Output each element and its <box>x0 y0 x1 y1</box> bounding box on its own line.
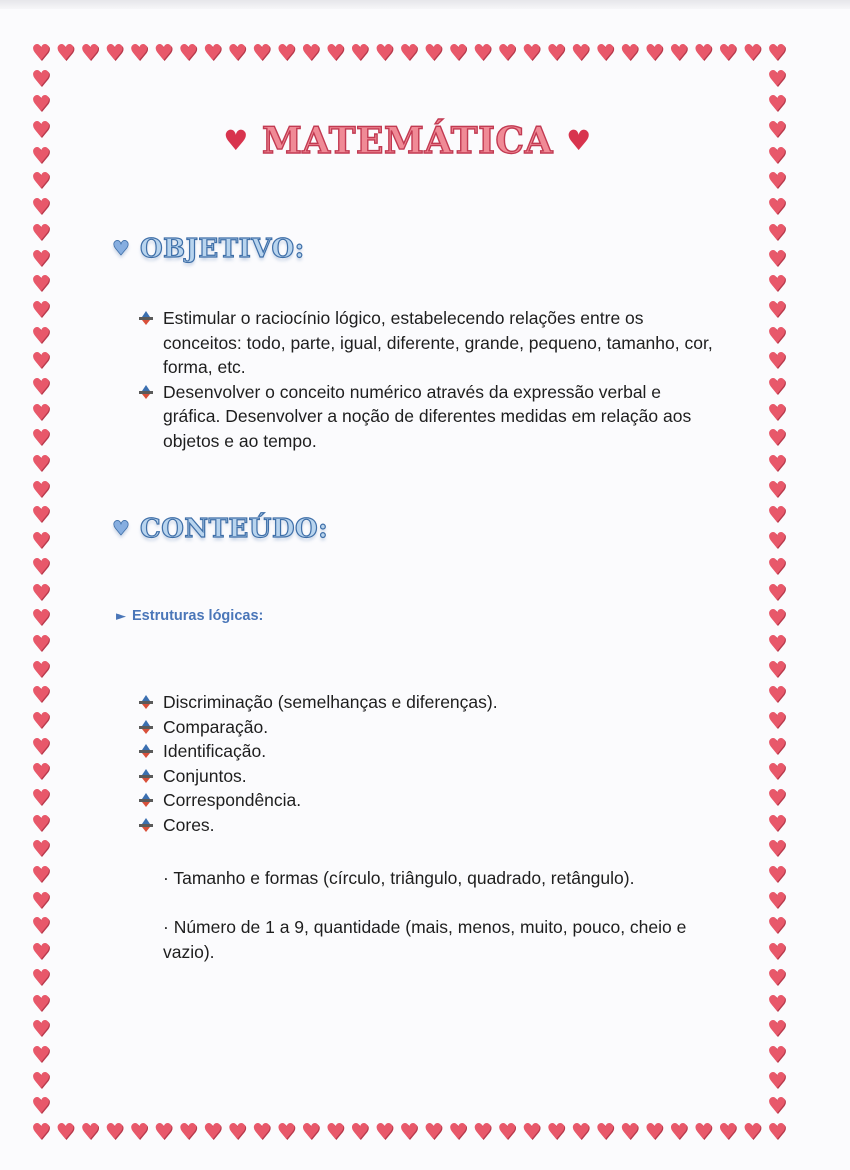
heart-icon: ♥ <box>767 991 787 1017</box>
heart-icon: ♥ <box>31 657 51 683</box>
heart-icon: ♥ <box>767 1017 787 1043</box>
heart-icon: ♥ <box>619 41 640 66</box>
heart-icon: ♥ <box>31 400 51 426</box>
subheading-estruturas <box>116 608 263 624</box>
heart-icon: ♥ <box>693 1120 714 1145</box>
heart-icon: ♥ <box>767 143 787 169</box>
heart-icon: ♥ <box>767 169 787 195</box>
list-item <box>138 788 698 813</box>
heart-icon: ♥ <box>448 41 468 66</box>
heart-icon: ♥ <box>767 760 787 786</box>
list-item-text: Estimular o raciocínio lógico, estabelecendo relações entre os conceitos: todo, parte, igual, diferente, grande, pequeno, tamanho, cor, forma, etc. <box>163 308 713 377</box>
heart-icon: ♥ <box>767 426 787 452</box>
up-down-arrow-icon <box>138 385 154 399</box>
heart-icon: ♥ <box>112 236 131 260</box>
heart-icon: ♥ <box>423 41 444 66</box>
list-item-text: Identificação. <box>163 741 267 761</box>
heart-icon: ♥ <box>31 708 51 734</box>
heart-icon: ♥ <box>668 41 689 66</box>
heart-icon: ♥ <box>178 1120 199 1145</box>
section-heading-objetivo <box>112 234 305 264</box>
heart-icon: ♥ <box>767 811 787 837</box>
heart-icon: ♥ <box>31 991 51 1017</box>
heart-icon: ♥ <box>767 503 787 529</box>
heart-icon: ♥ <box>767 863 787 889</box>
heart-icon: ♥ <box>31 1042 51 1068</box>
heart-icon: ♥ <box>767 92 787 118</box>
subheading-text: Estruturas lógicas: <box>132 608 264 624</box>
heart-icon: ♥ <box>31 888 51 914</box>
heart-icon: ♥ <box>31 606 51 632</box>
heart-icon: ♥ <box>153 41 174 66</box>
heart-icon: ♥ <box>619 1120 640 1145</box>
heart-icon: ♥ <box>55 41 76 66</box>
heart-icon: ♥ <box>742 1120 763 1145</box>
heart-icon: ♥ <box>595 1120 616 1145</box>
heart-icon: ♥ <box>31 760 51 786</box>
heart-icon: ♥ <box>31 426 51 452</box>
heart-icon: ♥ <box>31 940 51 966</box>
heart-icon: ♥ <box>276 41 297 66</box>
heart-icon: ♥ <box>767 631 787 657</box>
list-item-text: Cores. <box>163 814 215 835</box>
triangle-right-icon: ► <box>116 609 126 624</box>
heart-icon: ♥ <box>546 1120 567 1145</box>
heart-icon: ♥ <box>227 41 248 66</box>
conteudo-list <box>138 690 698 837</box>
list-item <box>138 690 698 715</box>
heart-icon: ♥ <box>31 297 51 323</box>
heart-icon: ♥ <box>251 1120 272 1145</box>
heart-icon: ♥ <box>399 1120 419 1145</box>
heart-icon: ♥ <box>202 1120 223 1145</box>
heart-icon: ♥ <box>129 1120 149 1145</box>
heart-icon: ♥ <box>31 554 51 580</box>
heart-icon: ♥ <box>448 1120 468 1145</box>
heart-icon: ♥ <box>31 118 51 144</box>
heart-icon: ♥ <box>767 914 787 940</box>
heart-icon: ♥ <box>742 41 763 66</box>
heart-icon: ♥ <box>55 1120 76 1145</box>
heart-icon: ♥ <box>31 580 51 606</box>
heart-icon: ♥ <box>31 837 51 863</box>
heart-icon: ♥ <box>767 374 787 400</box>
paragraph-tamanho-formas: · Tamanho e formas (círculo, triângulo, quadrado, retângulo). <box>163 868 635 888</box>
heart-icon: ♥ <box>472 1120 493 1145</box>
heart-icon: ♥ <box>112 516 131 540</box>
heart-icon: ♥ <box>350 41 370 66</box>
heart-icon: ♥ <box>31 1120 51 1145</box>
heart-icon: ♥ <box>399 41 419 66</box>
heart-icon: ♥ <box>31 477 51 503</box>
section-heading-text: OBJETIVO: <box>140 234 305 264</box>
heart-icon: ♥ <box>767 477 787 503</box>
heart-icon: ♥ <box>374 41 395 66</box>
heart-icon: ♥ <box>767 1068 787 1094</box>
heart-icon: ♥ <box>31 683 51 709</box>
up-down-arrow-icon <box>138 793 154 807</box>
heart-icon: ♥ <box>80 1120 100 1145</box>
heart-icon: ♥ <box>767 1120 787 1145</box>
heart-icon: ♥ <box>80 41 100 66</box>
heart-icon: ♥ <box>767 888 787 914</box>
heart-icon: ♥ <box>767 349 787 375</box>
heart-icon: ♥ <box>31 786 51 812</box>
heart-icon: ♥ <box>31 811 51 837</box>
heart-icon: ♥ <box>521 1120 542 1145</box>
heart-icon: ♥ <box>325 1120 346 1145</box>
heart-icon: ♥ <box>31 41 51 66</box>
heart-icon: ♥ <box>767 400 787 426</box>
list-item <box>138 739 698 764</box>
heart-icon: ♥ <box>300 41 321 66</box>
heart-icon: ♥ <box>31 374 51 400</box>
heart-icon: ♥ <box>767 118 787 144</box>
heart-icon: ♥ <box>325 41 346 66</box>
heart-icon: ♥ <box>718 41 738 66</box>
heart-icon: ♥ <box>31 272 51 298</box>
heart-icon: ♥ <box>566 124 592 157</box>
heart-icon: ♥ <box>570 41 591 66</box>
list-item-text: Correspondência. <box>163 790 302 810</box>
heart-icon: ♥ <box>644 41 665 66</box>
heart-icon: ♥ <box>668 1120 689 1145</box>
heart-icon: ♥ <box>497 41 517 66</box>
heart-icon: ♥ <box>521 41 542 66</box>
heart-icon: ♥ <box>31 246 51 272</box>
heart-icon: ♥ <box>767 657 787 683</box>
heart-icon: ♥ <box>251 41 272 66</box>
heart-icon: ♥ <box>129 41 149 66</box>
objetivo-list <box>138 306 713 453</box>
heart-icon: ♥ <box>767 554 787 580</box>
up-down-arrow-icon <box>138 769 154 783</box>
heart-icon: ♥ <box>767 786 787 812</box>
up-down-arrow-icon <box>138 744 154 758</box>
heart-icon: ♥ <box>767 297 787 323</box>
list-item <box>138 306 713 380</box>
heart-icon: ♥ <box>31 220 51 246</box>
heart-icon: ♥ <box>31 92 51 118</box>
heart-icon: ♥ <box>31 914 51 940</box>
heart-icon: ♥ <box>767 837 787 863</box>
heart-icon: ♥ <box>374 1120 395 1145</box>
heart-icon: ♥ <box>570 1120 591 1145</box>
page-title <box>0 120 815 162</box>
heart-icon: ♥ <box>718 1120 738 1145</box>
heart-icon: ♥ <box>693 41 714 66</box>
heart-icon: ♥ <box>472 41 493 66</box>
heart-icon: ♥ <box>644 1120 665 1145</box>
heart-icon: ♥ <box>31 452 51 478</box>
heart-icon: ♥ <box>595 41 616 66</box>
heart-icon: ♥ <box>31 143 51 169</box>
heart-icon: ♥ <box>31 349 51 375</box>
heart-icon: ♥ <box>31 1068 51 1094</box>
heart-icon: ♥ <box>767 606 787 632</box>
heart-icon: ♥ <box>767 734 787 760</box>
heart-icon: ♥ <box>31 863 51 889</box>
list-item <box>138 715 698 740</box>
heart-icon: ♥ <box>31 169 51 195</box>
heart-icon: ♥ <box>767 708 787 734</box>
heart-icon: ♥ <box>767 1042 787 1068</box>
heart-icon: ♥ <box>767 323 787 349</box>
heart-icon: ♥ <box>202 41 223 66</box>
list-item-text: Discriminação (semelhanças e diferenças). <box>163 692 498 712</box>
up-down-arrow-icon <box>138 311 154 325</box>
heart-icon: ♥ <box>423 1120 444 1145</box>
heart-icon: ♥ <box>227 1120 248 1145</box>
heart-icon: ♥ <box>104 1120 125 1145</box>
heart-icon: ♥ <box>31 195 51 221</box>
up-down-arrow-icon <box>138 695 154 709</box>
heart-icon: ♥ <box>767 965 787 991</box>
heart-icon: ♥ <box>767 66 787 92</box>
heart-icon: ♥ <box>767 529 787 555</box>
page-title-text: MATEMÁTICA <box>261 120 554 162</box>
heart-icon: ♥ <box>31 1094 51 1120</box>
heart-icon: ♥ <box>767 580 787 606</box>
list-item-text: Comparação. <box>163 716 269 737</box>
up-down-arrow-icon <box>138 818 154 832</box>
list-item-text: Desenvolver o conceito numérico através da expressão verbal e gráfica. Desenvolver a noção de diferentes medidas em relação aos objetos e ao tempo. <box>163 381 692 451</box>
heart-icon: ♥ <box>767 1094 787 1120</box>
list-item <box>138 380 713 454</box>
list-item <box>138 813 698 838</box>
heart-icon: ♥ <box>31 323 51 349</box>
heart-icon: ♥ <box>31 1017 51 1043</box>
heart-icon: ♥ <box>31 965 51 991</box>
section-heading-text: CONTEÚDO: <box>140 514 329 544</box>
section-heading-conteudo <box>112 514 328 544</box>
heart-icon: ♥ <box>767 220 787 246</box>
heart-icon: ♥ <box>223 124 249 157</box>
heart-icon: ♥ <box>767 272 787 298</box>
heart-icon: ♥ <box>31 66 51 92</box>
heart-icon: ♥ <box>767 452 787 478</box>
heart-icon: ♥ <box>104 41 125 66</box>
heart-icon: ♥ <box>31 631 51 657</box>
list-item <box>138 764 698 789</box>
heart-icon: ♥ <box>276 1120 297 1145</box>
paragraph-numero: · Número de 1 a 9, quantidade (mais, menos, muito, pouco, cheio e vazio). <box>163 917 687 962</box>
heart-icon: ♥ <box>767 195 787 221</box>
list-item-text: Conjuntos. <box>163 765 247 786</box>
heart-icon: ♥ <box>178 41 199 66</box>
heart-icon: ♥ <box>153 1120 174 1145</box>
up-down-arrow-icon <box>138 720 154 734</box>
heart-icon: ♥ <box>497 1120 517 1145</box>
heart-icon: ♥ <box>767 683 787 709</box>
heart-icon: ♥ <box>350 1120 370 1145</box>
heart-icon: ♥ <box>31 734 51 760</box>
heart-icon: ♥ <box>300 1120 321 1145</box>
heart-icon: ♥ <box>767 41 787 66</box>
heart-icon: ♥ <box>767 940 787 966</box>
heart-icon: ♥ <box>31 529 51 555</box>
heart-icon: ♥ <box>767 246 787 272</box>
heart-icon: ♥ <box>31 503 51 529</box>
heart-icon: ♥ <box>546 41 567 66</box>
